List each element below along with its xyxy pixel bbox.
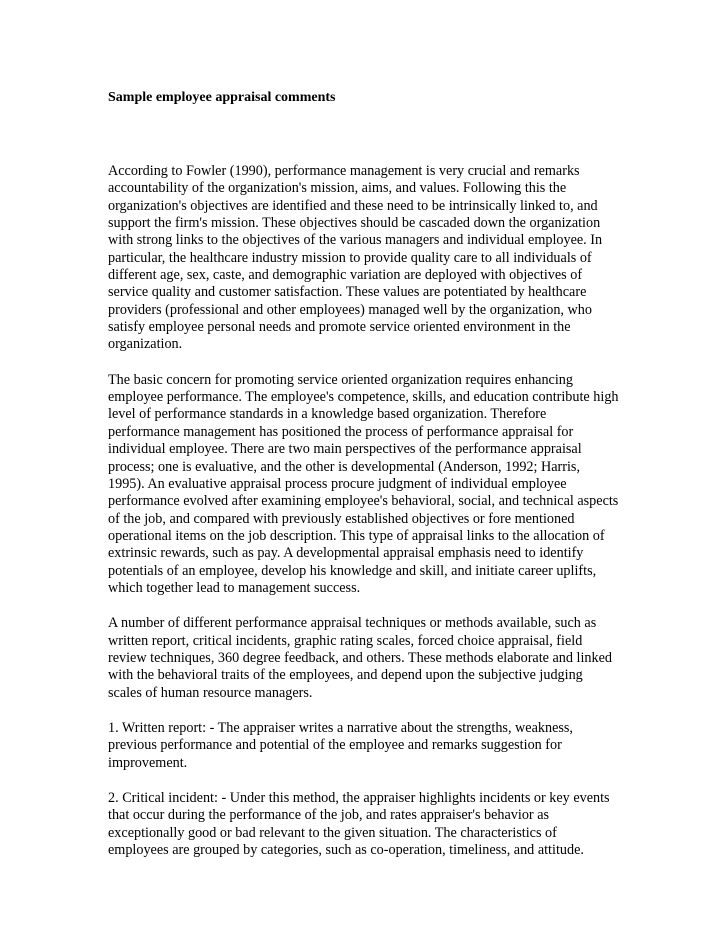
- paragraph: [108, 790, 628, 859]
- paragraph: [108, 372, 628, 597]
- text-line: employee performance. The employee's competence, skills, and education contribute high: [108, 389, 619, 406]
- text-line: review techniques, 360 degree feedback, and others. These methods elaborate and linked: [108, 649, 612, 666]
- text-line: written report, critical incidents, graphic rating scales, forced choice appraisal, field: [108, 632, 583, 649]
- text-line: A number of different performance appraisal techniques or methods available, such as: [108, 615, 597, 632]
- document-body: [108, 163, 628, 877]
- text-line: with the behavioral traits of the employees, and depend upon the subjective judging: [108, 667, 583, 684]
- text-line: level of performance standards in a knowledge based organization. Therefore: [108, 406, 547, 423]
- text-line: 1995). An evaluative appraisal process procure judgment of individual employee: [108, 475, 567, 492]
- text-line: of the job, and compared with previously established objectives or fore mentioned: [108, 510, 575, 527]
- text-line: potentials of an employee, develop his knowledge and skill, and initiate career uplifts,: [108, 562, 597, 579]
- paragraph: [108, 615, 628, 702]
- text-line: organization.: [108, 336, 183, 353]
- text-line: extrinsic rewards, such as pay. A developmental appraisal emphasis need to identify: [108, 545, 584, 562]
- text-line: previous performance and potential of the employee and remarks suggestion for: [108, 737, 562, 754]
- text-line: employees are grouped by categories, such as co-operation, timeliness, and attitude.: [108, 842, 584, 859]
- text-line: support the firm's mission. These objectives should be cascaded down the organization: [108, 215, 601, 232]
- text-line: that occur during the performance of the job, and rates appraiser's behavior as: [108, 807, 550, 824]
- text-line: scales of human resource managers.: [108, 684, 313, 701]
- text-line: service quality and customer satisfaction. These values are potentiated by healthcare: [108, 284, 587, 301]
- text-line: operational items on the job description. This type of appraisal links to the allocation of: [108, 527, 605, 544]
- text-line: The basic concern for promoting service oriented organization requires enhancing: [108, 371, 573, 388]
- text-line: organization's objectives are identified and these need to be intrinsically linked to, and: [108, 197, 598, 214]
- text-line: According to Fowler (1990), performance management is very crucial and remarks: [108, 163, 580, 179]
- text-line: different age, sex, caste, and demographic variation are deployed with objectives of: [108, 267, 583, 284]
- text-line: performance evolved after examining employee's behavioral, social, and technical aspects: [108, 493, 619, 510]
- text-line: 1. Written report: - The appraiser writes a narrative about the strengths, weakness,: [108, 719, 573, 736]
- text-line: improvement.: [108, 754, 188, 771]
- text-line: accountability of the organization's mission, aims, and values. Following this the: [108, 180, 567, 197]
- text-line: providers (professional and other employees) managed well by the organization, who: [108, 301, 592, 318]
- paragraph: [108, 720, 628, 772]
- text-line: particular, the healthcare industry mission to provide quality care to all individuals of: [108, 249, 592, 266]
- text-line: which together lead to management success.: [108, 579, 361, 596]
- paragraph: [108, 163, 628, 354]
- text-line: 2. Critical incident: - Under this method, the appraiser highlights incidents or key events: [108, 790, 610, 806]
- text-line: performance management has positioned the process of performance appraisal for: [108, 423, 574, 440]
- text-line: satisfy employee personal needs and promote service oriented environment in the: [108, 319, 571, 336]
- document-title: Sample employee appraisal comments: [108, 90, 336, 105]
- text-line: process; one is evaluative, and the other is developmental (Anderson, 1992; Harris,: [108, 458, 580, 475]
- text-line: exceptionally good or bad relevant to the given situation. The characteristics of: [108, 824, 557, 841]
- text-line: individual employee. There are two main perspectives of the performance appraisal: [108, 441, 582, 458]
- text-line: with strong links to the objectives of the various managers and individual employee. In: [108, 232, 603, 249]
